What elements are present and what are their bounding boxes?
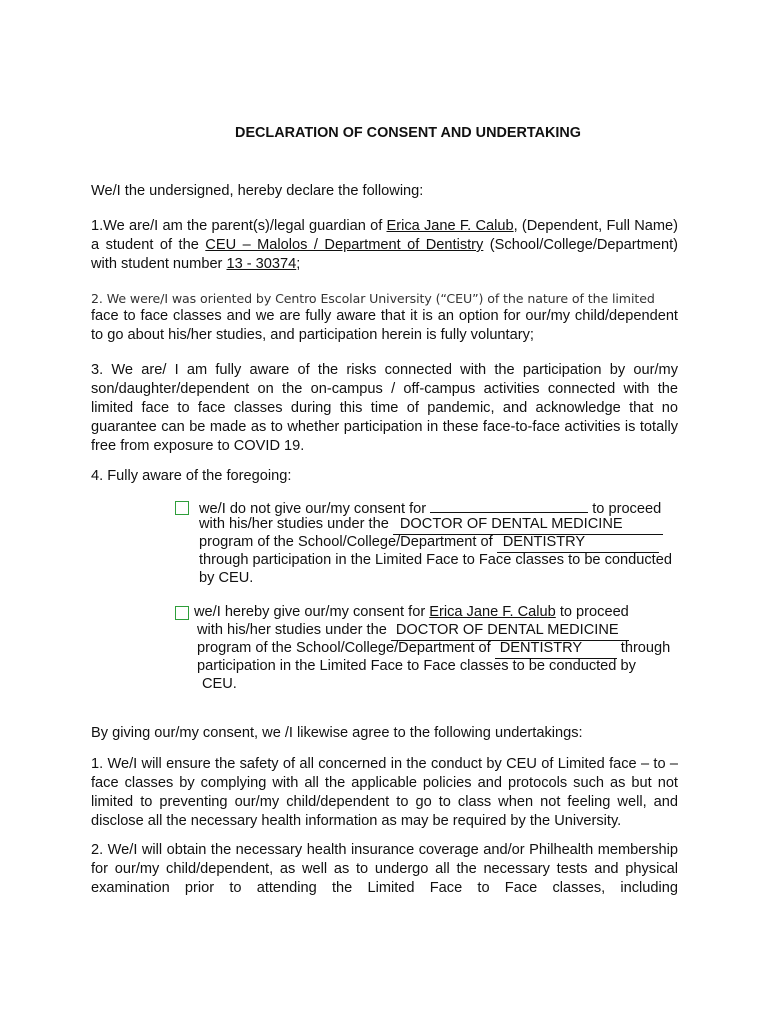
paragraph-1: 1.We are/I am the parent(s)/legal guardian of Erica Jane F. Calub, (Dependent, Full Name) a student of the CEU – Malolos / Department of Dentistry (School/College/Department) with student number 13 - 30374; xyxy=(91,218,678,272)
no-consent-checkbox[interactable] xyxy=(175,501,189,515)
give-consent-checkbox[interactable] xyxy=(175,606,189,620)
paragraph-3: 3. We are/ I am fully aware of the risks connected with the participation by our/my son/daughter/dependent on the on-campus / off-campus activities connected with the limited face to face classes during this time of pandemic, and acknowledge that no guarantee can be made as to whether participation in these face-to-face activities is totally free from exposure to COVID 19. xyxy=(91,362,678,454)
document-page: DECLARATION OF CONSENT AND UNDERTAKING We/I the undersigned, hereby declare the following: 1.We are/I am the parent(s)/legal guardian of Erica Jane F. Calub, (Dependent, Full Name) a student of the CEU – Malolos / Department of Dentistry (School/College/Department) with student number 13 - 30374; 2. We were/I was oriented by Centro Escolar University (“CEU”) of the nature of the limited face to face classes and we are fully aware that it is an option for our/my child/dependent to go about his/her studies, and participation herein is fully voluntary; 3. We are/ I am fully aware of the risks connected with the participation by our/my son/daughter/dependent on the on-campus / off-campus activities connected with the limited face to face classes during this time of pandemic, and acknowledge that no guarantee can be made as to whether participation in these face-to-face activities is totally free from exposure to COVID 19. 4. Fully aware of the foregoing: we/I do not give our/my consent for to proceed with his/her studies under the DOCTOR OF DENTAL MEDICINE program of the School/College/Department of DENTISTRY through participation in the Limited Face to Face classes to be conducted by CEU. we/I hereby give our/my consent for Erica Jane F. Calub to proceed with his/her studies under the DOCTOR OF DENTAL MEDICINE program of the School/College/Department of DENTISTRY through participation in the Limited Face to Face classes to be conducted by CEU. By giving our/my consent, we /I likewise agree to the following undertakings: 1. We/I will ensure the safety of all concerned in the conduct by CEU of Limited face – to – face classes by complying with all the applicable policies and protocols such as but not limited to preventing our/my child/dependent to go to class when not feeling well, and disclose all the necessary health information as may be required by the University. 2. We/I will obtain the necessary health insurance coverage and/or Philhealth membership for our/my child/dependent, as well as to undergo all the necessary tests and physical examination prior to attending the Limited Face to Face classes, including xyxy=(0,0,768,1024)
no-consent-program: DOCTOR OF DENTAL MEDICINE xyxy=(393,515,663,535)
paragraph-2: face to face classes and we are fully aware that it is an option for our/my child/dependent to go about his/her studies, and participation herein is fully voluntary; xyxy=(91,308,678,343)
dependent-name: Erica Jane F. Calub xyxy=(386,218,514,234)
undertaking-1: 1. We/I will ensure the safety of all concerned in the conduct by CEU of Limited face – to – face classes by complying with all the applicable policies and protocols such as but not limited to preventing our/my child/dependent to go to class when not feeling well, and disclose all the necessary health information as may be required by the University. xyxy=(91,756,678,829)
undertaking-2: 2. We/I will obtain the necessary health insurance coverage and/or Philhealth membership for our/my child/dependent, as well as to undergo all the necessary tests and physical examination prior to attending the Limited Face to Face classes, including xyxy=(91,842,678,896)
school-name: CEU – Malolos / Department of Dentistry xyxy=(205,237,484,253)
student-number: 13 - 30374 xyxy=(226,256,297,272)
give-consent-program: DOCTOR OF DENTAL MEDICINE xyxy=(391,621,629,641)
intro-text: We/I the undersigned, hereby declare the following: xyxy=(91,183,424,199)
paragraph-2-line-1: 2. We were/I was oriented by Centro Escolar University (“CEU”) of the nature of the limited xyxy=(91,291,655,306)
give-consent-department: DENTISTRY xyxy=(495,639,617,659)
paragraph-4: 4. Fully aware of the foregoing: xyxy=(91,468,292,484)
consent-name-blank[interactable] xyxy=(430,497,588,513)
give-consent-name: Erica Jane F. Calub xyxy=(429,604,556,620)
document-title: DECLARATION OF CONSENT AND UNDERTAKING xyxy=(235,125,581,141)
no-consent-department: DENTISTRY xyxy=(497,533,659,553)
undertakings-intro: By giving our/my consent, we /I likewise agree to the following undertakings: xyxy=(91,725,583,741)
